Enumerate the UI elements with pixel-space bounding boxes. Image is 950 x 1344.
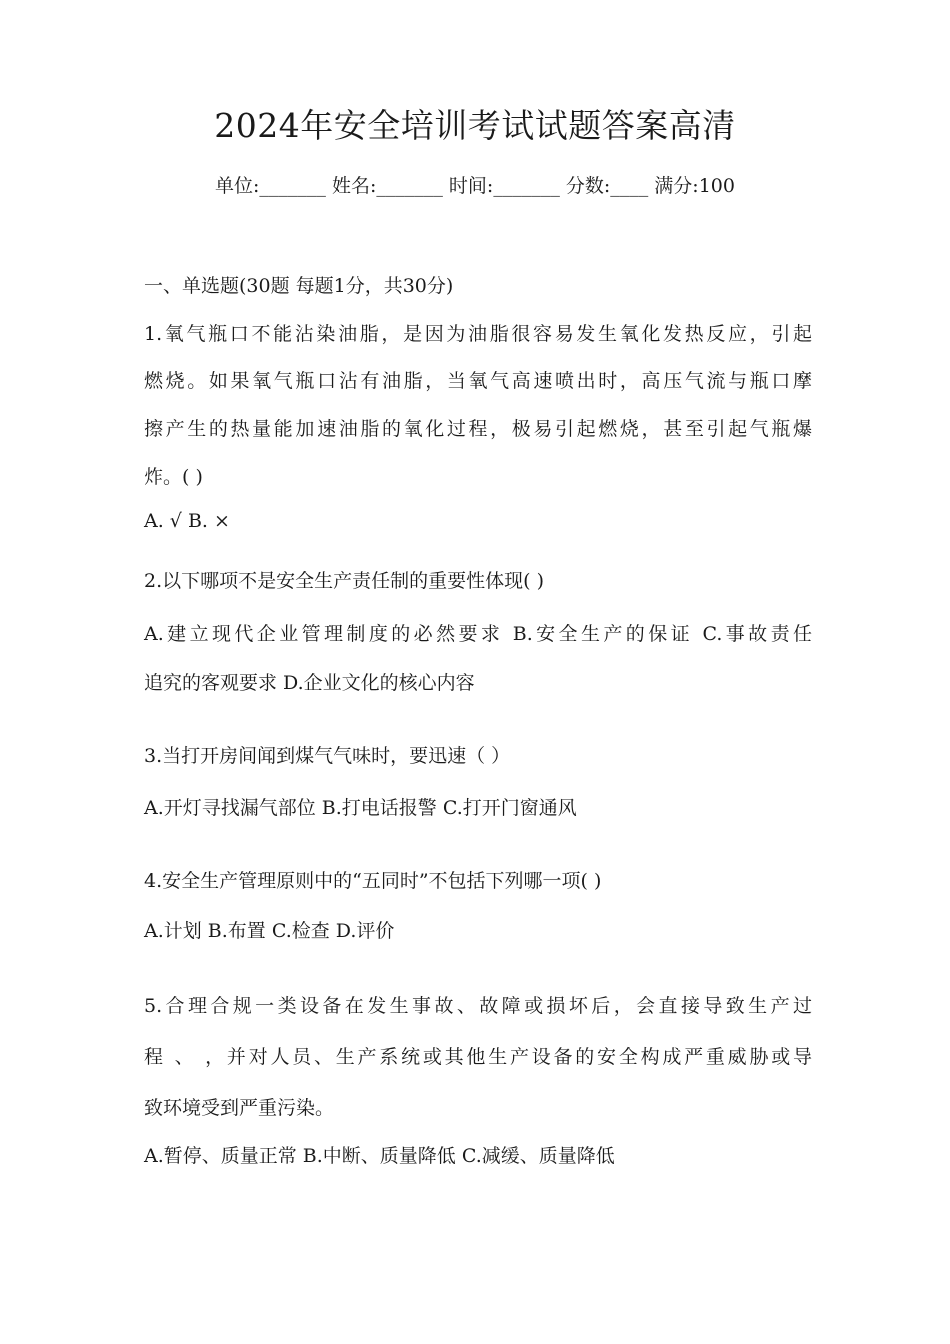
question-stem-line: 擦产生的热量能加速油脂的氧化过程，极易引起燃烧，甚至引起气瓶爆: [144, 418, 812, 440]
question-options: A.计划 B.布置 C.检查 D.评价: [144, 920, 395, 942]
section-heading: 一、单选题(30题 每题1分，共30分): [144, 275, 454, 297]
question-options: 追究的客观要求 D.企业文化的核心内容: [144, 672, 475, 694]
question-options: A.暂停、质量正常 B.中断、质量降低 C.减缓、质量降低: [144, 1145, 615, 1167]
question-stem-line: 3.当打开房间闻到煤气气味时，要迅速（ ）: [144, 745, 511, 767]
question-options: A.建立现代企业管理制度的必然要求 B.安全生产的保证 C.事故责任: [144, 623, 812, 645]
question-stem-line: 1.氧气瓶口不能沾染油脂，是因为油脂很容易发生氧化发热反应，引起: [144, 323, 812, 345]
question-stem-line: 致环境受到严重污染。: [144, 1097, 335, 1119]
question-stem-line: 燃烧。如果氧气瓶口沾有油脂，当氧气高速喷出时，高压气流与瓶口摩: [144, 370, 812, 392]
question-stem-line: 4.安全生产管理原则中的“五同时”不包括下列哪一项( ): [144, 870, 602, 892]
question-stem-line: 炸。( ): [144, 466, 203, 488]
question-options: A. √ B. ×: [144, 510, 230, 532]
question-stem-line: 程 、 ，并对人员、生产系统或其他生产设备的安全构成严重威胁或导: [144, 1046, 812, 1068]
exam-info-line: 单位:_______ 姓名:_______ 时间:_______ 分数:____ 满分:100: [215, 175, 735, 197]
question-stem-line: 5.合理合规一类设备在发生事故、故障或损坏后，会直接导致生产过: [144, 995, 812, 1017]
document-title: 2024年安全培训考试试题答案高清: [214, 106, 736, 145]
question-options: A.开灯寻找漏气部位 B.打电话报警 C.打开门窗通风: [144, 797, 577, 819]
question-stem-line: 2.以下哪项不是安全生产责任制的重要性体现( ): [144, 570, 544, 592]
